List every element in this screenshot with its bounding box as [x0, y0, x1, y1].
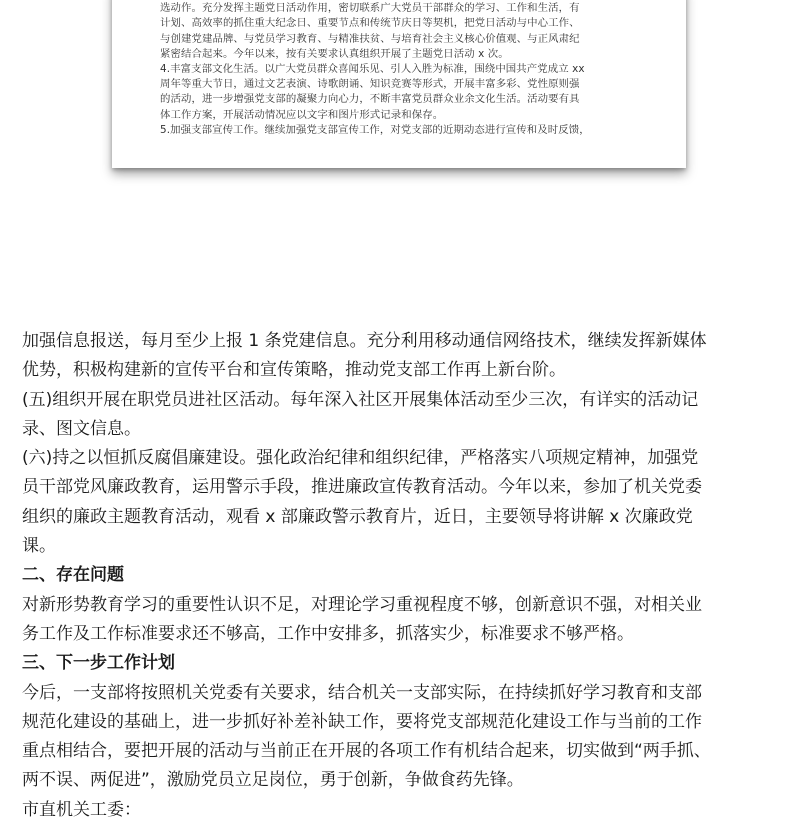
paragraph-line: 对新形势教育学习的重要性认识不足，对理论学习重视程度不够，创新意识不强，对相关业 — [22, 594, 702, 615]
paragraph-line: 优势，积极构建新的宣传平台和宣传策略，推动党支部工作再上新台阶。 — [22, 360, 566, 381]
paragraph-line: 规范化建设的基础上，进一步抓好补差补缺工作，要将党支部规范化建设工作与当前的工作 — [22, 711, 702, 732]
thumbnail-line: 的活动，进一步增强党支部的凝聚力向心力，不断丰富党员群众业余文化生活。活动要有具 — [160, 93, 580, 106]
thumbnail-line: 周年等重大节日，通过文艺表演、诗歌朗诵、知识竞赛等形式，开展丰富多彩、党性原则强 — [160, 78, 580, 91]
paragraph-line: 两不误、两促进”，激励党员立足岗位，勇于创新，争做食药先锋。 — [22, 770, 524, 791]
document-body — [22, 327, 782, 820]
paragraph-line: 务工作及工作标准要求还不够高，工作中安排多，抓落实少，标准要求不够严格。 — [22, 623, 634, 644]
paragraph-line: (五)组织开展在职党员进社区活动。每年深入社区开展集体活动至少三次，有详实的活动记 — [22, 389, 699, 410]
thumbnail-line: 与创建党建品牌、与党员学习教育、与精准扶贫、与培育社会主义核心价值观、与正风肃纪 — [160, 32, 580, 45]
paragraph-line: (六)持之以恒抓反腐倡廉建设。强化政治纪律和组织纪律，严格落实八项规定精神，加强党 — [22, 448, 699, 469]
document-page-thumbnail[interactable] — [112, 0, 686, 168]
paragraph-line: 员干部党风廉政教育，运用警示手段，推进廉政宣传教育活动。今年以来，参加了机关党委 — [22, 477, 702, 498]
thumbnail-line: 5.加强支部宣传工作。继续加强党支部宣传工作，对党支部的近期动态进行宣传和及时反馈， — [160, 123, 590, 136]
page-preview-area — [0, 0, 800, 300]
paragraph-line: 组织的廉政主题教育活动，观看 x 部廉政警示教育片，近日，主要领导将讲解 x 次廉政党 — [22, 506, 693, 527]
thumbnail-line: 体工作方案，开展活动情况应以文字和图片形式记录和保存。 — [160, 108, 444, 121]
paragraph-line: 加强信息报送，每月至少上报 1 条党建信息。充分利用移动通信网络技术，继续发挥新媒体 — [22, 331, 707, 351]
paragraph-line: 课。 — [22, 536, 56, 557]
paragraph-line: 录、图文信息。 — [22, 418, 141, 439]
paragraph-line: 今后，一支部将按照机关党委有关要求，结合机关一支部实际，在持续抓好学习教育和支部 — [22, 682, 702, 703]
thumbnail-line: 紧密结合起来。今年以来，按有关要求认真组织开展了主题党日活动 x 次。 — [160, 47, 509, 60]
thumbnail-line: 选动作。充分发挥主题党日活动作用，密切联系广大党员干部群众的学习、工作和生活，有 — [160, 2, 580, 15]
thumbnail-line: 4.丰富支部文化生活。以广大党员群众喜闻乐见、引人入胜为标准，围绕中国共产党成立 xx — [160, 62, 585, 75]
thumbnail-text — [160, 0, 660, 138]
thumbnail-line: 计划、高效率的抓住重大纪念日、重要节点和传统节庆日等契机，把党日活动与中心工作、 — [160, 17, 580, 30]
paragraph-line: 重点相结合，要把开展的活动与当前正在开展的各项工作有机结合起来，切实做到“两手抓、 — [22, 741, 711, 762]
section-heading: 三、下一步工作计划 — [22, 653, 175, 674]
section-heading: 二、存在问题 — [22, 565, 124, 586]
paragraph-line: 市直机关工委： — [22, 799, 141, 820]
